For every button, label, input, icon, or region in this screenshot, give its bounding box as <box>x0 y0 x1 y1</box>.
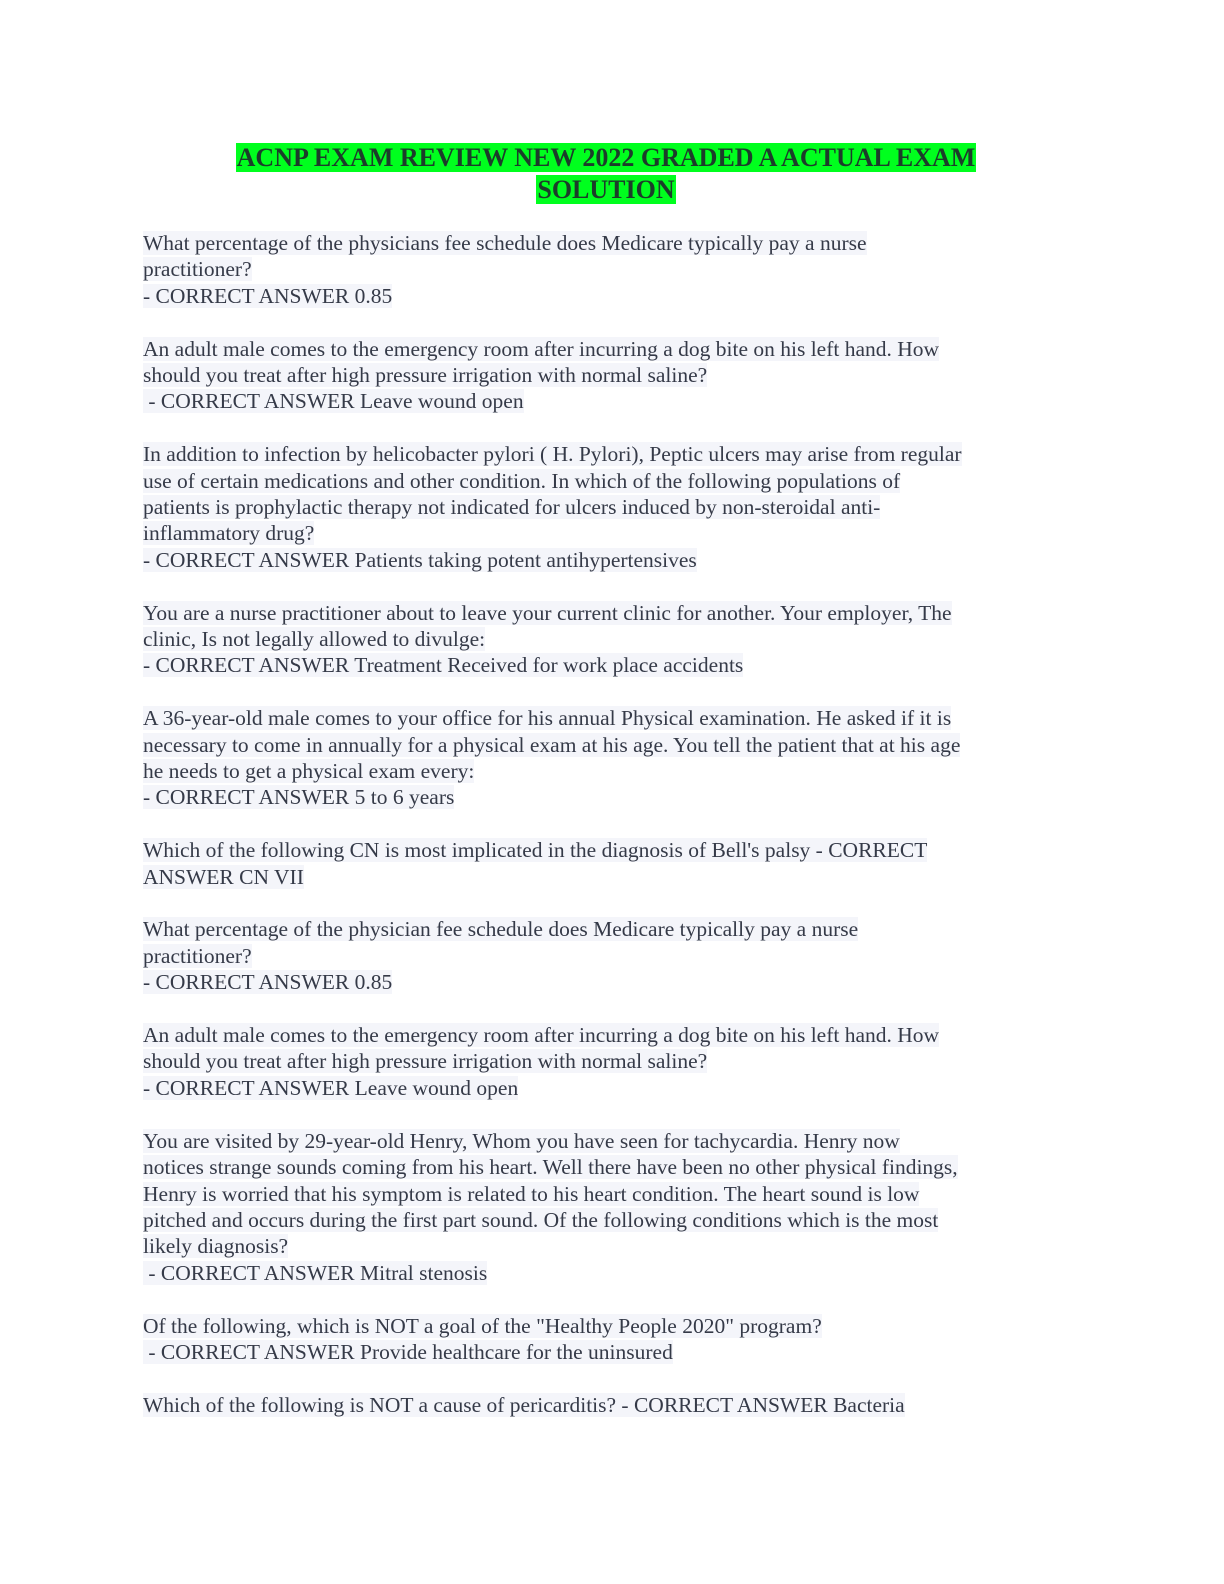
qa-item <box>143 837 1083 890</box>
question-line: patients is prophylactic therapy not indicated for ulcers induced by non-steroidal anti- <box>143 495 881 520</box>
question-line: You are a nurse practitioner about to leave your current clinic for another. Your employer, The <box>143 600 952 625</box>
qa-item <box>143 1313 1083 1366</box>
question-line: You are visited by 29-year-old Henry, Whom you have seen for tachycardia. Henry now <box>143 1128 900 1153</box>
question-line: Which of the following CN is most implicated in the diagnosis of Bell's palsy - CORRECT <box>143 838 928 863</box>
question-line: clinic, Is not legally allowed to divulge: <box>143 627 486 652</box>
answer-line: - CORRECT ANSWER 5 to 6 years <box>143 785 455 810</box>
qa-item <box>143 705 1083 811</box>
question-line: use of certain medications and other condition. In which of the following populations of <box>143 468 901 493</box>
question-line: What percentage of the physician fee schedule does Medicare typically pay a nurse <box>143 917 859 942</box>
question-line: An adult male comes to the emergency room after incurring a dog bite on his left hand. How <box>143 336 940 361</box>
question-line: necessary to come in annually for a physical exam at his age. You tell the patient that at his age <box>143 732 961 757</box>
qa-item <box>143 1022 1083 1101</box>
qa-item <box>143 1392 1083 1418</box>
question-line: Henry is worried that his symptom is related to his heart condition. The heart sound is low <box>143 1181 920 1206</box>
answer-line: - CORRECT ANSWER Provide healthcare for the uninsured <box>143 1339 673 1364</box>
question-line: Which of the following is NOT a cause of pericarditis? - CORRECT ANSWER Bacteria <box>143 1392 905 1417</box>
question-line: likely diagnosis? <box>143 1234 289 1259</box>
qa-item <box>143 1128 1083 1286</box>
question-line: In addition to infection by helicobacter pylori ( H. Pylori), Peptic ulcers may arise from regular <box>143 442 962 467</box>
question-line: inflammatory drug? <box>143 521 315 546</box>
question-line: practitioner? <box>143 257 252 282</box>
answer-line: - CORRECT ANSWER Patients taking potent antihypertensives <box>143 547 697 572</box>
question-line: What percentage of the physicians fee schedule does Medicare typically pay a nurse <box>143 231 867 255</box>
answer-line: - CORRECT ANSWER 0.85 <box>143 283 393 308</box>
question-line: pitched and occurs during the first part sound. Of the following conditions which is the most <box>143 1207 939 1232</box>
answer-line: - CORRECT ANSWER Leave wound open <box>143 389 524 414</box>
question-line: ANSWER CN VII <box>143 864 304 889</box>
question-line: notices strange sounds coming from his heart. Well there have been no other physical findings, <box>143 1155 958 1180</box>
answer-line: - CORRECT ANSWER Mitral stenosis <box>143 1260 488 1285</box>
qa-item <box>143 336 1083 415</box>
question-line: should you treat after high pressure irrigation with normal saline? <box>143 1049 708 1074</box>
question-line: he needs to get a physical exam every: <box>143 759 475 784</box>
question-line: practitioner? <box>143 943 252 968</box>
qa-item <box>143 441 1083 573</box>
qa-item <box>143 600 1083 679</box>
answer-line: - CORRECT ANSWER Treatment Received for work place accidents <box>143 653 744 678</box>
qa-item <box>143 916 1083 995</box>
answer-line: - CORRECT ANSWER Leave wound open <box>143 1075 519 1100</box>
question-line: should you treat after high pressure irrigation with normal saline? <box>143 363 708 388</box>
qa-item <box>143 230 1083 309</box>
title-line-1: ACNP EXAM REVIEW NEW 2022 GRADED A ACTUAL EXAM <box>236 143 976 172</box>
question-line: An adult male comes to the emergency room after incurring a dog bite on his left hand. How <box>143 1023 940 1048</box>
question-line: Of the following, which is NOT a goal of the "Healthy People 2020" program? <box>143 1313 822 1338</box>
qa-list <box>143 230 1083 1445</box>
question-line: A 36-year-old male comes to your office for his annual Physical examination. He asked if it is <box>143 706 952 731</box>
answer-line: - CORRECT ANSWER 0.85 <box>143 970 393 995</box>
title-line-2: SOLUTION <box>537 175 675 204</box>
document-title <box>143 142 1069 206</box>
